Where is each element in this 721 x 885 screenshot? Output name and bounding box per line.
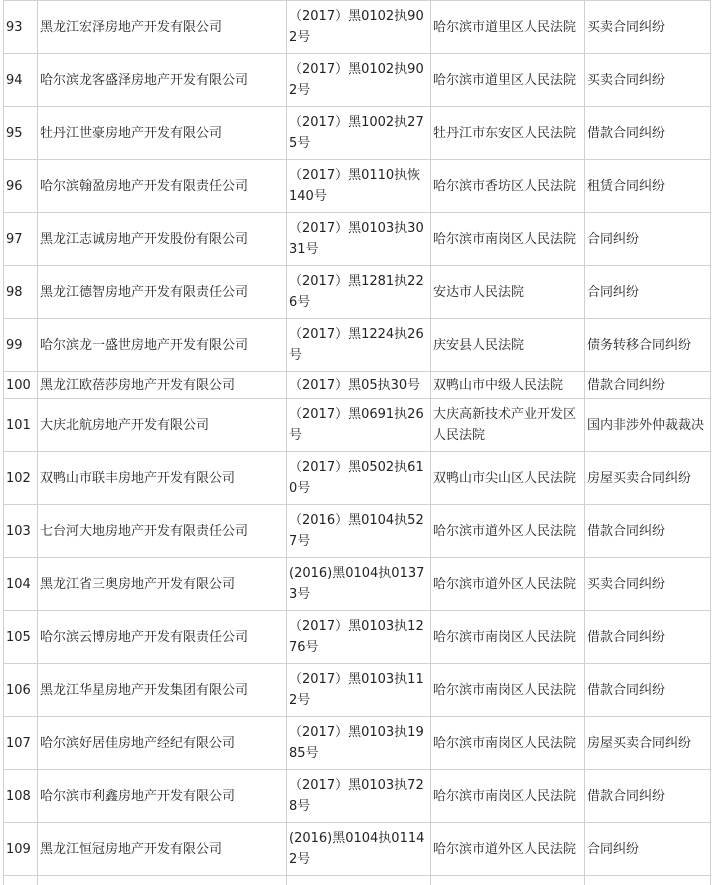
company-name-cell: 黑龙江恒冠房地产开发有限公司: [38, 823, 287, 876]
court-name-cell: 哈尔滨市南岗区人民法院: [431, 664, 585, 717]
enforcement-cases-table: [3, 0, 711, 885]
row-number-cell: 93: [4, 1, 38, 54]
court-name-cell: 哈尔滨市南岗区人民法院: [431, 611, 585, 664]
company-name-cell: 牡丹江世豪房地产开发有限公司: [38, 107, 287, 160]
company-name-cell: 黑龙江欧蓓莎房地产开发有限公司: [38, 372, 287, 399]
table-row: [4, 770, 711, 823]
company-name-cell: 黑龙江志诚房地产开发股份有限公司: [38, 213, 287, 266]
case-cause-cell: 国内非涉外仲裁裁决: [585, 399, 711, 452]
company-name-cell: 大庆北航房地产开发有限公司: [38, 399, 287, 452]
case-number-cell: (2016)黑0104执01373号: [287, 558, 431, 611]
table-body: [4, 1, 711, 885]
case-number-cell: （2017）黑0103执3031号: [287, 213, 431, 266]
case-number-cell: （2016）黑0104执527号: [287, 505, 431, 558]
court-name-cell: 哈尔滨市南岗区人民法院: [431, 770, 585, 823]
row-number-cell: 103: [4, 505, 38, 558]
court-name-cell: 庆安县人民法院: [431, 319, 585, 372]
empty-cell: [287, 876, 431, 885]
case-cause-cell: 债务转移合同纠纷: [585, 319, 711, 372]
court-name-cell: 哈尔滨市香坊区人民法院: [431, 160, 585, 213]
case-number-cell: （2017）黑0103执1985号: [287, 717, 431, 770]
court-name-cell: 哈尔滨市道里区人民法院: [431, 1, 585, 54]
table-row: [4, 107, 711, 160]
table-row: [4, 1, 711, 54]
company-name-cell: 哈尔滨云博房地产开发有限责任公司: [38, 611, 287, 664]
case-cause-cell: 借款合同纠纷: [585, 664, 711, 717]
case-cause-cell: 房屋买卖合同纠纷: [585, 452, 711, 505]
case-cause-cell: 合同纠纷: [585, 823, 711, 876]
case-number-cell: （2017）黑0103执112号: [287, 664, 431, 717]
case-cause-cell: 借款合同纠纷: [585, 372, 711, 399]
case-number-cell: (2016)黑0104执01142号: [287, 823, 431, 876]
table-row-partial: [4, 876, 711, 885]
row-number-cell: 95: [4, 107, 38, 160]
table-row: [4, 558, 711, 611]
court-name-cell: 双鸭山市中级人民法院: [431, 372, 585, 399]
case-number-cell: （2017）黑1224执26号: [287, 319, 431, 372]
table-row: [4, 319, 711, 372]
company-name-cell: 黑龙江德智房地产开发有限责任公司: [38, 266, 287, 319]
empty-cell: [38, 876, 287, 885]
case-number-cell: （2017）黑0103执1276号: [287, 611, 431, 664]
row-number-cell: 101: [4, 399, 38, 452]
table-row: [4, 160, 711, 213]
court-name-cell: 安达市人民法院: [431, 266, 585, 319]
table-row: [4, 54, 711, 107]
company-name-cell: 哈尔滨好居佳房地产经纪有限公司: [38, 717, 287, 770]
company-name-cell: 哈尔滨市利鑫房地产开发有限公司: [38, 770, 287, 823]
company-name-cell: 哈尔滨翰盈房地产开发有限责任公司: [38, 160, 287, 213]
case-cause-cell: 租赁合同纠纷: [585, 160, 711, 213]
row-number-cell: 102: [4, 452, 38, 505]
case-cause-cell: 借款合同纠纷: [585, 770, 711, 823]
table-row: [4, 611, 711, 664]
company-name-cell: 黑龙江宏泽房地产开发有限公司: [38, 1, 287, 54]
case-cause-cell: 借款合同纠纷: [585, 505, 711, 558]
row-number-cell: 106: [4, 664, 38, 717]
court-name-cell: 哈尔滨市道外区人民法院: [431, 823, 585, 876]
case-number-cell: （2017）黑0691执26号: [287, 399, 431, 452]
row-number-cell: 109: [4, 823, 38, 876]
court-name-cell: 哈尔滨市道外区人民法院: [431, 505, 585, 558]
case-cause-cell: 买卖合同纠纷: [585, 1, 711, 54]
case-number-cell: （2017）黑05执30号: [287, 372, 431, 399]
case-cause-cell: 买卖合同纠纷: [585, 558, 711, 611]
court-name-cell: 牡丹江市东安区人民法院: [431, 107, 585, 160]
court-name-cell: 双鸭山市尖山区人民法院: [431, 452, 585, 505]
row-number-cell: 99: [4, 319, 38, 372]
table-row: [4, 399, 711, 452]
company-name-cell: 七台河大地房地产开发有限责任公司: [38, 505, 287, 558]
empty-cell: [431, 876, 585, 885]
court-name-cell: 大庆高新技术产业开发区人民法院: [431, 399, 585, 452]
company-name-cell: 双鸭山市联丰房地产开发有限公司: [38, 452, 287, 505]
case-number-cell: （2017）黑0502执610号: [287, 452, 431, 505]
table-row: [4, 717, 711, 770]
court-name-cell: 哈尔滨市南岗区人民法院: [431, 213, 585, 266]
table-row: [4, 505, 711, 558]
case-number-cell: （2017）黑0102执902号: [287, 1, 431, 54]
table-row: [4, 664, 711, 717]
case-number-cell: （2017）黑1002执275号: [287, 107, 431, 160]
row-number-cell: 104: [4, 558, 38, 611]
case-cause-cell: 借款合同纠纷: [585, 107, 711, 160]
court-name-cell: 哈尔滨市道里区人民法院: [431, 54, 585, 107]
row-number-cell: 108: [4, 770, 38, 823]
row-number-cell: 100: [4, 372, 38, 399]
case-cause-cell: 借款合同纠纷: [585, 611, 711, 664]
table-row: [4, 823, 711, 876]
case-cause-cell: 买卖合同纠纷: [585, 54, 711, 107]
row-number-cell: 107: [4, 717, 38, 770]
company-name-cell: 哈尔滨龙一盛世房地产开发有限公司: [38, 319, 287, 372]
row-number-cell: 96: [4, 160, 38, 213]
case-cause-cell: 合同纠纷: [585, 266, 711, 319]
case-cause-cell: 房屋买卖合同纠纷: [585, 717, 711, 770]
row-number-cell: 94: [4, 54, 38, 107]
company-name-cell: 黑龙江华星房地产开发集团有限公司: [38, 664, 287, 717]
case-number-cell: （2017）黑0102执902号: [287, 54, 431, 107]
table-row: [4, 372, 711, 399]
case-number-cell: （2017）黑0110执恢140号: [287, 160, 431, 213]
table-row: [4, 452, 711, 505]
case-number-cell: （2017）黑0103执728号: [287, 770, 431, 823]
empty-cell: [585, 876, 711, 885]
row-number-cell: 97: [4, 213, 38, 266]
court-name-cell: 哈尔滨市道外区人民法院: [431, 558, 585, 611]
table-row: [4, 266, 711, 319]
row-number-cell: 105: [4, 611, 38, 664]
case-cause-cell: 合同纠纷: [585, 213, 711, 266]
case-number-cell: （2017）黑1281执226号: [287, 266, 431, 319]
table-row: [4, 213, 711, 266]
company-name-cell: 黑龙江省三奥房地产开发有限公司: [38, 558, 287, 611]
empty-cell: [4, 876, 38, 885]
row-number-cell: 98: [4, 266, 38, 319]
company-name-cell: 哈尔滨龙客盛泽房地产开发有限公司: [38, 54, 287, 107]
court-name-cell: 哈尔滨市南岗区人民法院: [431, 717, 585, 770]
